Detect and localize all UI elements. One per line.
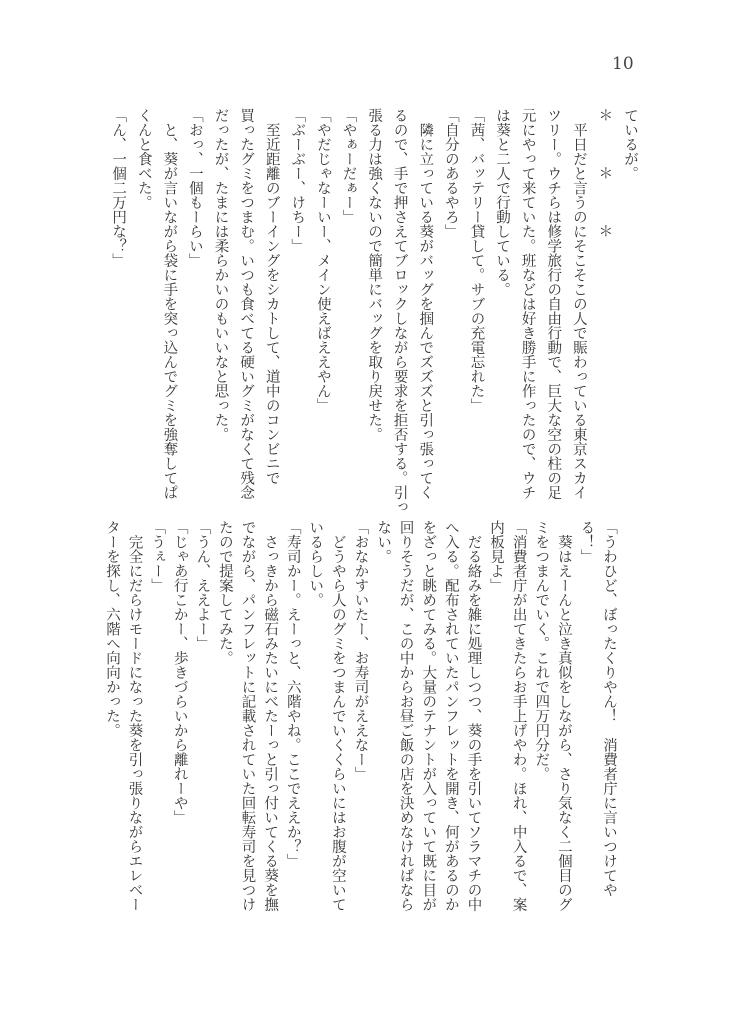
text-line: 「うわひど、ぼったくりやん！ 消費者庁に言いつけてや: [601, 520, 617, 897]
text-line: ターを探し、六階へ向向かった。: [103, 520, 120, 738]
text-line: 「うん、ええよー」: [194, 520, 211, 651]
text-line: 「ん、一個二万円な？」: [110, 108, 127, 268]
text-line: 回りそうだが、この中からお昼ご飯の店を決めなければなら: [397, 520, 414, 912]
text-line: だったが、たまには柔らかいのもいいなと思った。: [212, 108, 229, 442]
text-line: 「じゃあ行こかー、歩きづらいから離れーや」: [171, 520, 188, 825]
text-line: 内板見よ」: [488, 520, 505, 593]
text-line: をざっと眺めてみる。大量のテナントが入っていて既に目が: [420, 520, 437, 912]
text-line: さっきから磁石みたいにべたーっと引っ付いてくる葵を撫: [262, 520, 279, 912]
text-line: ない。: [375, 520, 392, 564]
text-line: ツリー。ウチらは修学旅行の自由行動で、巨大な空の柱の足: [545, 108, 562, 500]
text-line: 平日だと言うのにそこそこの人で賑わっている東京スカイ: [570, 108, 587, 500]
text-line: 「うぇー」: [149, 520, 166, 593]
text-line: 買ったグミをつまむ。いつも食べてる硬いグミがなくて残念: [238, 108, 255, 500]
text-line: いるらしい。: [307, 520, 324, 607]
text-line: 「ぶーぶー、けちー」: [289, 108, 306, 253]
text-line: ＊ ＊ ＊: [596, 108, 613, 239]
text-line: は葵と二人で行動している。: [494, 108, 511, 297]
text-line: 「茜、バッテリー貸して。サブの充電忘れた」: [468, 108, 485, 413]
text-line: 至近距離のブーイングをシカトして、道中のコンビニで: [263, 108, 280, 485]
text-line: たので提案してみた。: [216, 520, 233, 665]
text-line: ミをつまんでいく。これで四万円分だ。: [533, 520, 550, 781]
text-line: 隣に立っている葵がバッグを掴んでズズズと引っ張ってく: [417, 108, 434, 500]
page-number: 10: [612, 54, 634, 74]
text-line: るので、手で押さえてブロックしながら要求を拒否する。引っ: [391, 108, 408, 514]
text-line: へ入る。配布されていたパンフレットを開き、何があるのか: [442, 520, 459, 912]
text-line: ているが。: [622, 108, 638, 181]
text-line: どうやら人のグミをつまんでいくくらいにはお腹が空いて: [329, 520, 346, 912]
text-line: 張る力は強くないので簡単にバッグを取り戻せた。: [366, 108, 383, 442]
text-line: だる絡みを雑に処理しつつ、葵の手を引いてソラマチの中: [465, 520, 482, 912]
text-line: 「やぁーだぁー」: [340, 108, 357, 224]
upper-text-block: [105, 108, 642, 514]
text-line: と、葵が言いながら袋に手を突っ込んでグミを強奪してぱ: [161, 108, 178, 500]
text-line: る！」: [578, 520, 595, 564]
text-line: 「消費者庁が出てきたらお手上げやわ。ほれ、中入るで、案: [510, 520, 527, 912]
text-line: 「おなかすいたー、お寿司がええなー」: [352, 520, 369, 781]
text-line: 葵はえーんと泣き真似をしながら、さり気なく二個目のグ: [555, 520, 572, 912]
text-line: でながら、パンフレットに記載されていた回転寿司を見つけ: [239, 520, 256, 912]
text-line: 完全にだらけモードになった葵を引っ張りながらエレベー: [126, 520, 143, 912]
text-line: 「おっ、一個もーらい」: [186, 108, 203, 268]
text-line: 元にやって来ていた。班などは好き勝手に作ったので、ウチ: [519, 108, 536, 500]
text-line: 「寿司かー。えーっと、六階やね。ここでええか？」: [284, 520, 301, 868]
text-line: 「自分のあるやろ」: [442, 108, 459, 239]
text-line: 「やだじゃなーいー、メイン使えばええやん」: [314, 108, 331, 413]
text-line: くんと食べた。: [135, 108, 152, 210]
lower-text-block: [100, 520, 620, 930]
